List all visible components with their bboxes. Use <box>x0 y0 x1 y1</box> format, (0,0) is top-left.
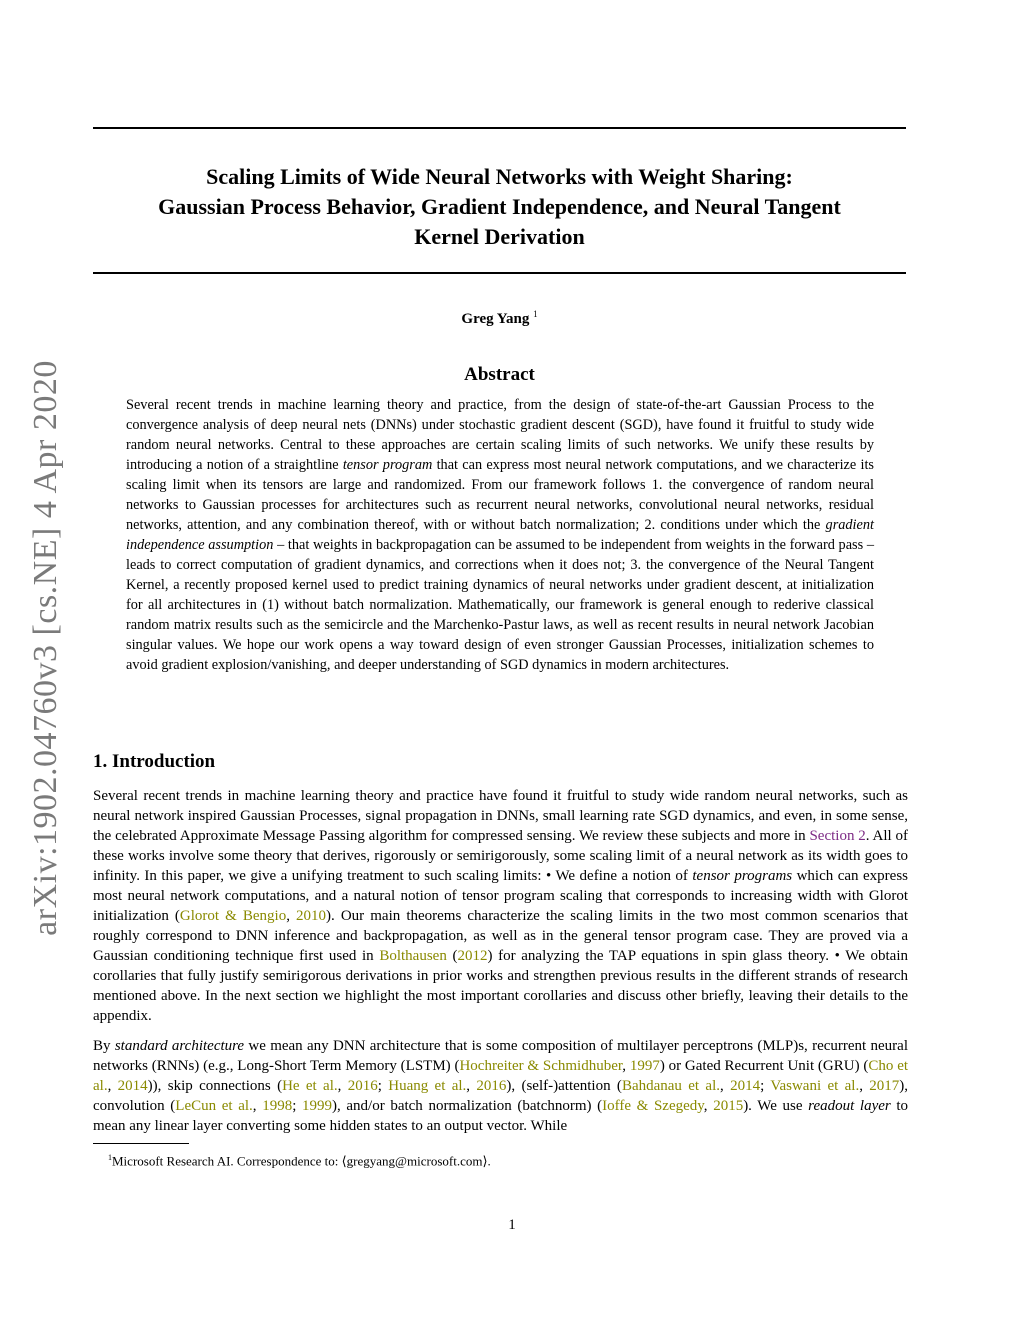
section-2-link[interactable]: Section 2 <box>809 828 866 844</box>
abstract-heading: Abstract <box>464 364 535 385</box>
paragraph-text: ; <box>292 1098 302 1114</box>
paragraph-text: )), skip connections ( <box>147 1078 283 1094</box>
paragraph-text: ) for analyzing the TAP equations in spin glass theory. • We obtain corollaries that fully justify semirigorous derivations in prior works and strengthen previous results in the different strands of research mentioned above. In the next section we highlight the most important corollaries and discuss other briefly, leaving their details to the appendix. <box>93 948 909 1024</box>
abstract-text-part: Several recent trends in machine learning theory and practice, from the design of state-of-the-art Gaussian Process to the convergence analysis of deep neural nets (DNNs) under stochastic gradient descent (SGD), have found it fruitful to study wide random neural networks. Central to these approaches are certain scaling limits of such networks. We unify these results by introducing a notion of a straightline <box>126 397 874 473</box>
citation-hochreiter-year[interactable]: 1997 <box>629 1058 660 1074</box>
term-readout-layer: readout layer <box>808 1098 891 1114</box>
author-affiliation-mark: 1 <box>533 309 538 319</box>
paragraph-text: ). We use <box>743 1098 809 1114</box>
paragraph-text: , <box>703 1098 714 1114</box>
citation-ioffe[interactable]: Ioffe & Szegedy <box>602 1098 704 1114</box>
footnote-text: Microsoft Research AI. Correspondence to: ⟨gregyang@microsoft.com⟩. <box>112 1153 491 1169</box>
footnote-rule <box>93 1143 189 1144</box>
abstract-text <box>126 395 874 675</box>
citation-lecun-year-1999[interactable]: 1999 <box>302 1098 332 1114</box>
paragraph-text: , <box>466 1078 477 1094</box>
author-name: Greg Yang <box>461 311 530 327</box>
section-heading-introduction: 1. Introduction <box>93 751 216 772</box>
paragraph-text: , <box>337 1078 348 1094</box>
abstract-text-part: – that weights in backpropagation can be assumed to be independent from weights in the forward pass – leads to correct computation of gradient dynamics, and corrections when it does not; 3. the convergence of the Neural Tangent Kernel, a recently proposed kernel used to predict training dynamics of neural networks under gradient descent, at initialization for all architectures in (1) without batch normalization. Mathematically, our framework is general enough to rederive classical random matrix results such as the semicircle and the Marchenko-Pastur laws, as well as recent results in neural network Jacobian singular values. We hope our work opens a way toward design of even stronger Gaussian Processes, initialization schemes to avoid gradient explosion/vanishing, and deeper understanding of SGD dynamics in modern architectures. <box>126 537 874 673</box>
citation-cho-year[interactable]: 2014 <box>117 1078 148 1094</box>
paragraph-text: ), (self-)attention ( <box>506 1078 622 1094</box>
intro-paragraph-2 <box>93 1036 908 1136</box>
title-top-rule <box>93 127 906 129</box>
paragraph-text: , <box>859 1078 870 1094</box>
citation-lecun[interactable]: LeCun et al. <box>175 1098 253 1114</box>
paper-title <box>93 162 906 252</box>
paragraph-text: ). Our main theorems characterize the scaling limits in the two most common scenarios that roughly correspond to DNN inference and backpropagation, as well as in the general tensor program case. They are proved via a Gaussian conditioning technique first used in <box>93 908 908 964</box>
paragraph-text: Several recent trends in machine learning theory and practice have found it fruitful to study wide random neural networks, such as neural network inspired Gaussian Processes, signal propagation in DNNs, small learning rate SGD dynamics, and even, in some sense, the celebrated Approximate Message Passing algorithm for compressed sensing. We review these subjects and more in <box>93 788 908 844</box>
term-tensor-programs: tensor programs <box>692 868 793 884</box>
term-standard-architecture: standard architecture <box>114 1038 245 1054</box>
citation-bahdanau[interactable]: Bahdanau et al. <box>621 1078 720 1094</box>
arxiv-identifier: arXiv:1902.04760v3 [cs.NE] 4 Apr 2020 <box>27 360 64 936</box>
paragraph-text: , <box>107 1078 118 1094</box>
citation-bolthausen[interactable]: Bolthausen <box>379 948 447 964</box>
paragraph-text: ; <box>377 1078 389 1094</box>
paragraph-text: we mean any DNN architecture that is some composition of multilayer perceptrons (MLP)s, recurrent neural networks (RNNs) (e.g., Long-Short Term Memory (LSTM) ( <box>93 1038 909 1074</box>
paragraph-text: By <box>93 1038 115 1054</box>
paragraph-text: ) or Gated Recurrent Unit (GRU) ( <box>659 1058 869 1074</box>
citation-glorot-bengio[interactable]: Glorot & Bengio <box>179 908 287 924</box>
paragraph-text: , <box>252 1098 263 1114</box>
citation-ioffe-year[interactable]: 2015 <box>713 1098 744 1114</box>
citation-bahdanau-year[interactable]: 2014 <box>730 1078 761 1094</box>
paragraph-text: which can express most neural network computations, and a natural notion of tensor program scaling that corresponds to increasing width with Glorot initialization ( <box>93 868 908 924</box>
term-gradient-independence: gradient independence assumption <box>126 517 874 553</box>
citation-huang[interactable]: Huang et al. <box>388 1078 467 1094</box>
citation-bolthausen-year[interactable]: 2012 <box>457 948 488 964</box>
paragraph-text: ), convolution ( <box>93 1078 909 1114</box>
paragraph-text: ( <box>446 948 458 964</box>
footnote <box>108 1149 491 1170</box>
citation-cho[interactable]: Cho et al. <box>93 1058 909 1094</box>
paragraph-text: . All of these works involve some theory that derives, rigorously or semirigorously, some scaling limit of a neural network as its width goes to infinity. In this paper, we give a unifying treatment to such scaling limits: • We define a notion of <box>93 828 908 884</box>
citation-huang-year[interactable]: 2016 <box>476 1078 507 1094</box>
citation-vaswani-year[interactable]: 2017 <box>869 1078 900 1094</box>
abstract-text-part: that can express most neural network computations, and we characterize its scaling limit when its tensors are large and randomized. From our framework follows 1. the convergence of random neural networks to Gaussian processes for architectures such as recurrent neural networks, convolutional neural networks, residual networks, attention, and any combination thereof, with or without batch normalization; 2. conditions under which the <box>126 457 874 533</box>
paragraph-text: , <box>286 908 297 924</box>
citation-lecun-year-1998[interactable]: 1998 <box>262 1098 293 1114</box>
citation-vaswani[interactable]: Vaswani et al. <box>770 1078 860 1094</box>
footnote-mark: 1 <box>108 1153 112 1162</box>
citation-he[interactable]: He et al. <box>282 1078 338 1094</box>
page-number: 1 <box>508 1217 516 1233</box>
intro-paragraph-1 <box>93 786 908 1026</box>
citation-he-year[interactable]: 2016 <box>347 1078 378 1094</box>
paragraph-text: , <box>622 1058 630 1074</box>
paragraph-text: , <box>719 1078 731 1094</box>
title-line-3: Kernel Derivation <box>414 224 585 249</box>
citation-glorot-bengio-year[interactable]: 2010 <box>296 908 327 924</box>
title-line-1: Scaling Limits of Wide Neural Networks with Weight Sharing: <box>206 164 793 189</box>
term-tensor-program: tensor program <box>342 457 433 473</box>
title-bottom-rule <box>93 272 906 274</box>
paragraph-text: to mean any linear layer converting some hidden states to an output vector. While <box>93 1098 909 1134</box>
author-line <box>93 309 906 328</box>
paragraph-text: ; <box>760 1078 771 1094</box>
paragraph-text: ), and/or batch normalization (batchnorm) ( <box>332 1098 603 1114</box>
citation-hochreiter[interactable]: Hochreiter & Schmidhuber <box>459 1058 623 1074</box>
title-line-2: Gaussian Process Behavior, Gradient Independence, and Neural Tangent <box>158 194 841 219</box>
